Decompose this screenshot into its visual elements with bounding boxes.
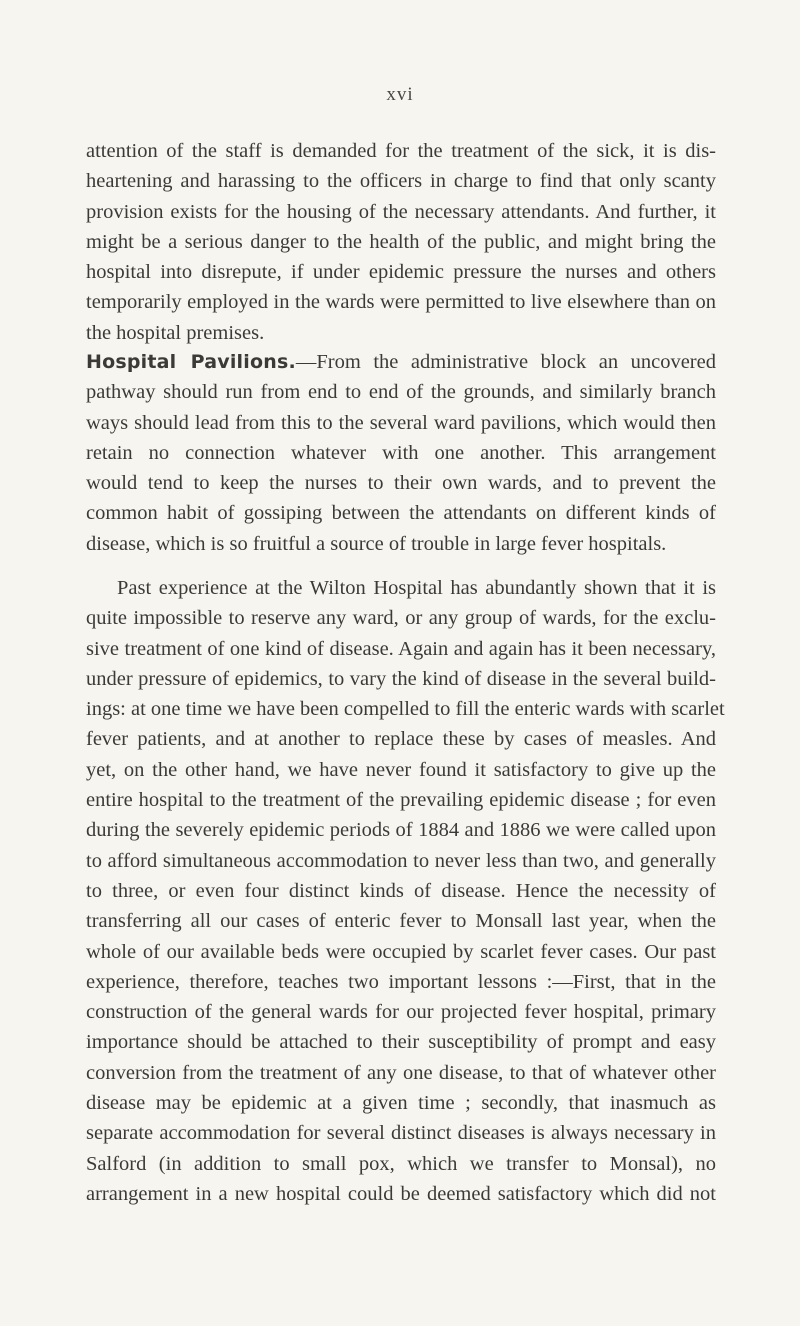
text-line: experience, therefore, teaches two important lessons :—First, that in the bbox=[86, 970, 716, 993]
text-line: construction of the general wards for our projected fever hospital, primary bbox=[86, 1001, 716, 1024]
text-line: common habit of gossiping between the attendants on different kinds of bbox=[86, 502, 716, 525]
text-line: might be a serious danger to the health of the public, and might bring the bbox=[86, 230, 716, 253]
text-line: sive treatment of one kind of disease. Again and again has it been necessary, bbox=[86, 637, 716, 660]
text-line: entire hospital to the treatment of the prevailing epidemic disease ; for even bbox=[86, 789, 716, 812]
text-line: ings: at one time we have been compelled to fill the enteric wards with scarlet bbox=[86, 698, 725, 721]
text-line: separate accommodation for several distinct diseases is always necessary in bbox=[86, 1122, 716, 1145]
section-heading: Hospital Pavilions. bbox=[86, 351, 296, 373]
text-line: under pressure of epidemics, to vary the kind of disease in the several build- bbox=[86, 667, 716, 690]
text-line: fever patients, and at another to replace these by cases of measles. And bbox=[86, 728, 716, 751]
page-number: xvi bbox=[386, 84, 414, 105]
text-line: yet, on the other hand, we have never found it satisfactory to give up the bbox=[86, 758, 716, 781]
text-line: to three, or even four distinct kinds of disease. Hence the necessity of bbox=[86, 879, 716, 902]
text-line: importance should be attached to their susceptibility of prompt and easy bbox=[86, 1031, 716, 1054]
text-line: arrangement in a new hospital could be deemed satisfactory which did not bbox=[86, 1182, 716, 1205]
text-line: ways should lead from this to the several ward pavilions, which would then bbox=[86, 411, 716, 434]
text-line: heartening and harassing to the officers in charge to find that only scanty bbox=[86, 170, 716, 193]
text-line: retain no connection whatever with one another. This arrangement bbox=[86, 441, 716, 464]
text-line: hospital into disrepute, if under epidemic pressure the nurses and others bbox=[86, 261, 716, 284]
text-line: would tend to keep the nurses to their own wards, and to prevent the bbox=[86, 472, 716, 495]
paragraph-staff-housing bbox=[86, 136, 716, 348]
paragraph-past-experience bbox=[86, 573, 725, 1209]
text-line: during the severely epidemic periods of 1884 and 1886 we were called upon bbox=[86, 819, 716, 842]
text-line: conversion from the treatment of any one disease, to that of whatever other bbox=[86, 1061, 716, 1084]
text-line-with-heading bbox=[86, 347, 716, 377]
text-line: quite impossible to reserve any ward, or any group of wards, for the exclu- bbox=[86, 607, 716, 630]
text-line: transferring all our cases of enteric fever to Monsall last year, when the bbox=[86, 910, 716, 933]
text-line: disease may be epidemic at a given time ; secondly, that inasmuch as bbox=[86, 1092, 716, 1115]
text-line: pathway should run from end to end of the grounds, and similarly branch bbox=[86, 381, 716, 404]
paragraph-hospital-pavilions bbox=[86, 347, 716, 559]
text-line: to afford simultaneous accommodation to never less than two, and generally bbox=[86, 849, 716, 872]
text-line: Salford (in addition to small pox, which we transfer to Monsal), no bbox=[86, 1152, 716, 1175]
text-line: Past experience at the Wilton Hospital has abundantly shown that it is bbox=[117, 577, 716, 599]
text-line: disease, which is so fruitful a source of trouble in large fever hospitals. bbox=[86, 532, 667, 555]
text-line: attention of the staff is demanded for the treatment of the sick, it is dis- bbox=[86, 140, 716, 162]
heading-line-text: —From the administrative block an uncovered bbox=[295, 351, 716, 373]
text-line: the hospital premises. bbox=[86, 321, 265, 344]
text-line: temporarily employed in the wards were permitted to live elsewhere than on bbox=[86, 291, 716, 314]
text-line: whole of our available beds were occupied by scarlet fever cases. Our past bbox=[86, 940, 716, 963]
text-line: provision exists for the housing of the necessary attendants. And further, it bbox=[86, 200, 716, 223]
